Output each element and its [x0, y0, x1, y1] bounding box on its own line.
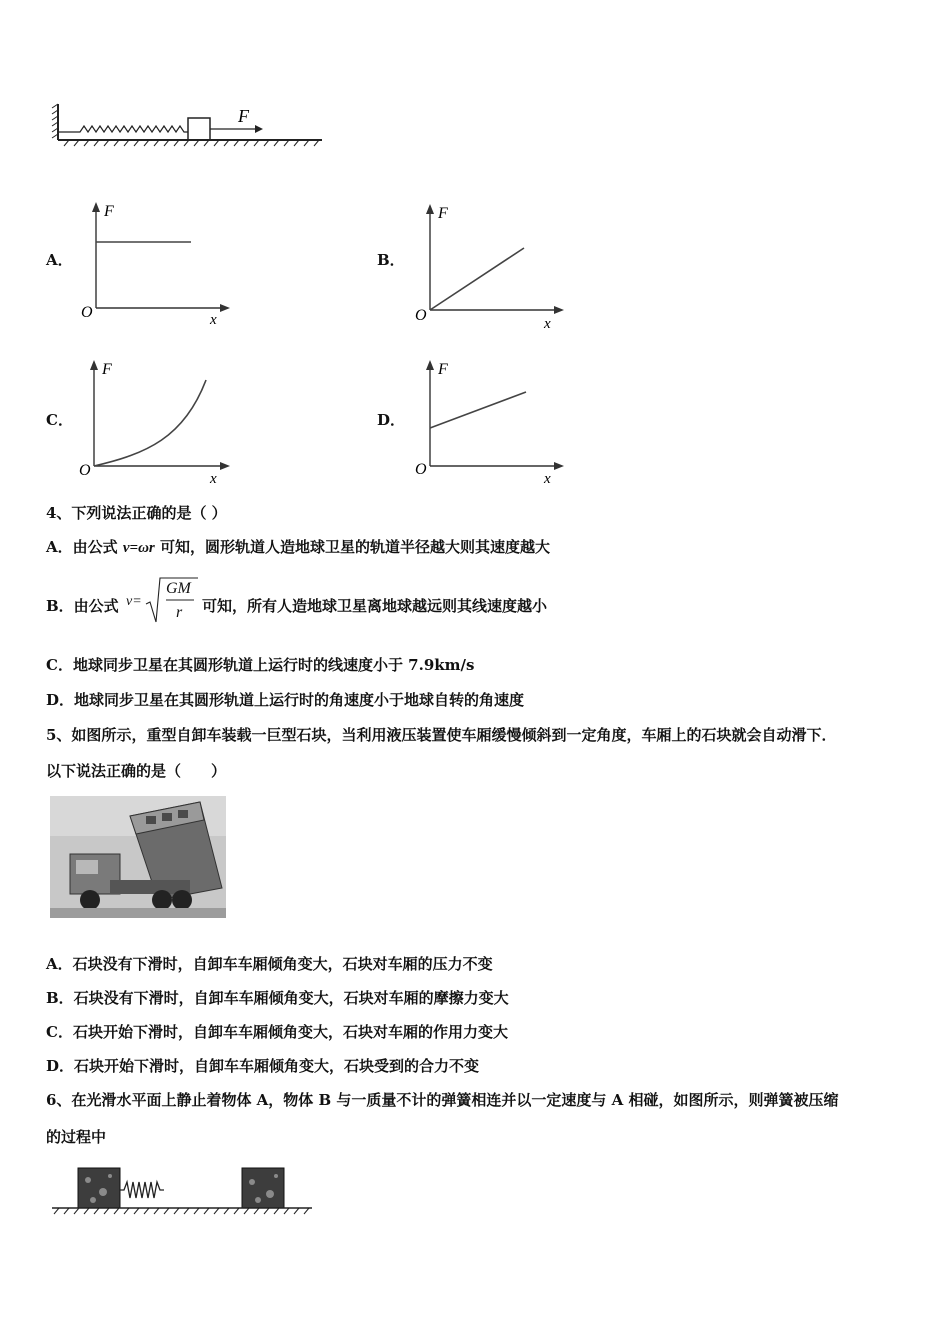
spring — [120, 1182, 164, 1198]
q5-stem-line2: 以下说法正确的是（ ） — [46, 762, 227, 780]
q6-stem-line2: 的过程中 — [46, 1128, 107, 1146]
q4-option-a[interactable] — [46, 537, 550, 558]
q4-b-suffix: 可知，所有人造地球卫星离地球越远则其线速度越小 — [202, 597, 548, 615]
offset-linear-line — [430, 392, 526, 428]
origin-label: O — [81, 304, 93, 321]
exponential-curve — [94, 380, 206, 466]
graph-b — [410, 200, 570, 332]
graph-a — [76, 198, 236, 330]
y-axis-label: F — [104, 203, 114, 220]
option-a-label[interactable]: A． — [46, 251, 73, 269]
option-c-label[interactable]: C． — [46, 411, 73, 429]
graph-d — [410, 356, 570, 488]
q4-a-formula: v=ωr — [122, 540, 155, 556]
block-b — [78, 1168, 120, 1208]
origin-label: O — [415, 307, 427, 324]
q5-option-b[interactable]: B．石块没有下滑时，自卸车车厢倾角变大，石块对车厢的摩擦力变大 — [46, 989, 509, 1007]
q4-a-suffix: 可知，圆形轨道人造地球卫星的轨道半径越大则其速度越大 — [160, 538, 551, 556]
q6-stem-line1: 6、在光滑水平面上静止着物体 A，物体 B 与一质量不计的弹簧相连并以一定速度与 A 相碰，如图所示，则弹簧被压缩 — [46, 1091, 839, 1109]
block-a — [242, 1168, 284, 1208]
y-axis-label: F — [438, 361, 448, 378]
graph-c — [76, 356, 236, 488]
q4-a-prefix: A．由公式 — [46, 538, 118, 556]
q4-option-d[interactable]: D．地球同步卫星在其圆形轨道上运行时的角速度小于地球自转的角速度 — [46, 691, 525, 709]
q5-option-d[interactable]: D．石块开始下滑时，自卸车车厢倾角变大，石块受到的合力不变 — [46, 1057, 480, 1075]
x-axis-label: x — [544, 316, 551, 332]
x-axis-label: x — [210, 471, 217, 487]
q4-option-c[interactable]: C．地球同步卫星在其圆形轨道上运行时的线速度小于 7.9km/s — [46, 656, 475, 674]
x-axis-label: x — [210, 312, 217, 328]
q4-b-formula-den: r — [176, 604, 183, 621]
spring-block-figure — [50, 100, 330, 160]
q5-option-c[interactable]: C．石块开始下滑时，自卸车车厢倾角变大，石块对车厢的作用力变大 — [46, 1023, 508, 1041]
origin-label: O — [415, 461, 427, 478]
x-axis-label: x — [544, 471, 551, 487]
q4-stem: 4、下列说法正确的是（ ） — [46, 504, 227, 522]
option-b-label[interactable]: B． — [377, 251, 405, 269]
block — [188, 118, 210, 140]
y-axis-label: F — [438, 205, 448, 222]
force-label: F — [238, 106, 249, 126]
q5-option-a[interactable]: A．石块没有下滑时，自卸车车厢倾角变大，石块对车厢的压力不变 — [46, 955, 493, 973]
q5-stem-line1: 5、如图所示，重型自卸车装载一巨型石块，当利用液压装置使车厢缓慢倾斜到一定角度，车厢上的石块就会自动滑下． — [46, 726, 837, 744]
q4-b-formula-v: v= — [126, 594, 142, 609]
collision-figure — [48, 1160, 318, 1222]
proportional-line — [430, 248, 524, 310]
origin-label: O — [79, 462, 91, 479]
q4-b-prefix: B．由公式 — [46, 597, 119, 615]
q4-b-formula-num: GM — [166, 580, 191, 597]
dump-truck-photo — [50, 796, 226, 918]
option-d-label[interactable]: D． — [377, 411, 406, 429]
y-axis-label: F — [102, 361, 112, 378]
